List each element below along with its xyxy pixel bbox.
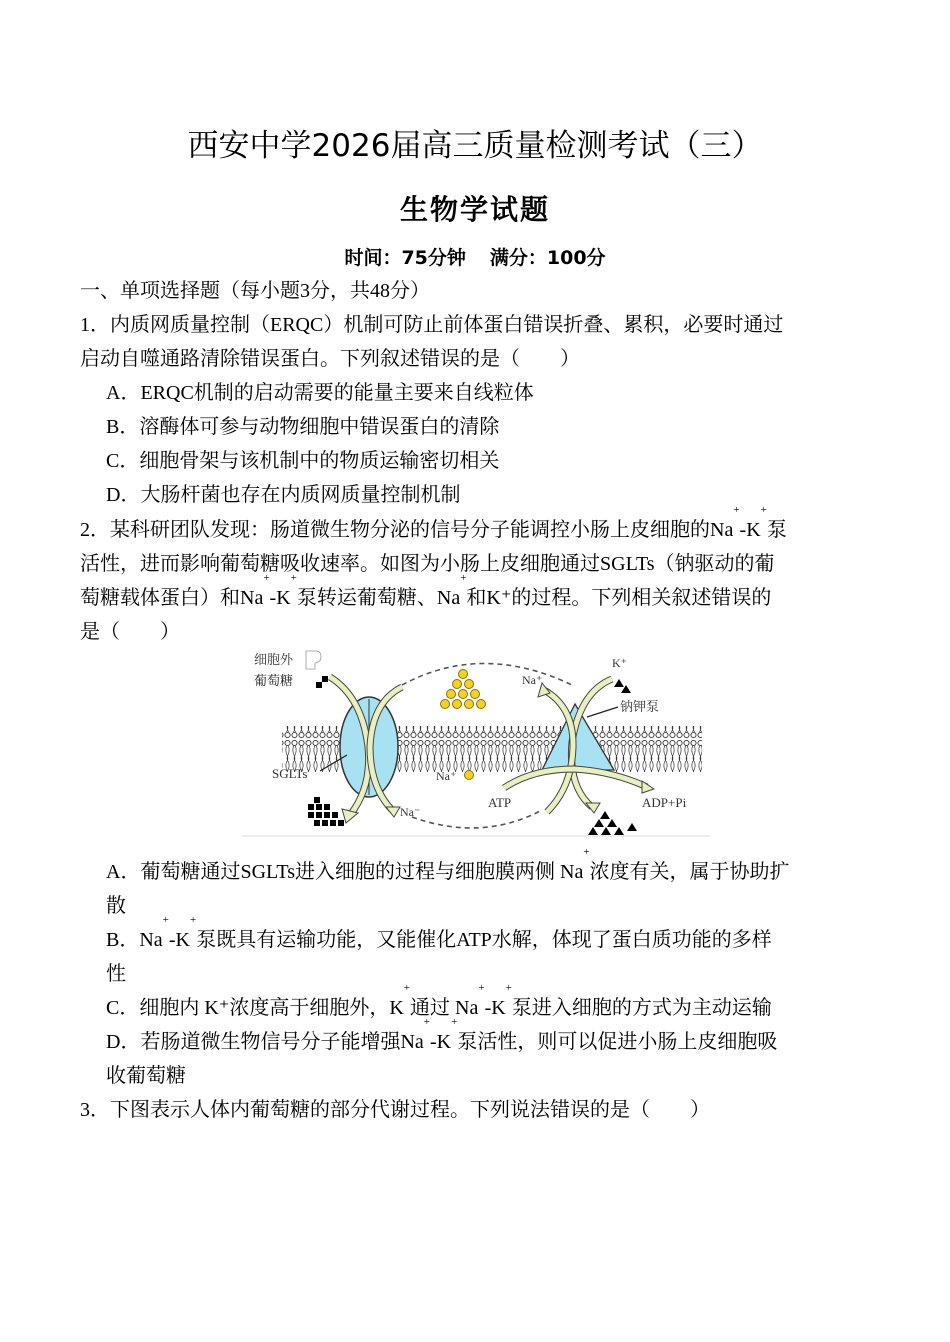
option-text: 泵进入细胞的方式为主动运输 (511, 997, 772, 1019)
option-label: C． (106, 997, 140, 1019)
ion-k: -K (269, 587, 291, 609)
q2-stem-text: 某科研团队发现：肠道微生物分泌的信号分子能调控小肠上皮细胞的 (110, 519, 710, 541)
ion-na: Na (436, 587, 461, 609)
q1-option-b (106, 410, 499, 444)
superscript: + (733, 504, 740, 516)
label-na-top: Na⁺ (522, 673, 543, 687)
option-label: B． (106, 416, 140, 438)
superscript: + (190, 914, 197, 926)
label-outside: 细胞外 (254, 653, 294, 668)
option-text: 溶酶体可参与动物细胞中错误蛋白的清除 (139, 416, 500, 438)
q1-option-c (106, 444, 499, 478)
q1-stem-line1 (80, 308, 783, 342)
q2-option-c (106, 982, 772, 1025)
label-na-in: Na⁺ (436, 769, 457, 783)
option-label: A． (106, 382, 141, 404)
superscript: + (478, 982, 485, 994)
q2-option-a-cont: 散 (106, 895, 126, 917)
q2-stem-text: 的过程。下列相关叙述错误的 (511, 587, 772, 609)
option-label: D． (106, 484, 141, 506)
q2-option-a (106, 846, 790, 889)
option-text: 泵既具有运输功能，又能催化ATP水解，体现了蛋白质功能的多样 (196, 929, 772, 951)
superscript: + (760, 504, 767, 516)
superscript: + (290, 572, 297, 584)
option-label: B． (106, 929, 140, 951)
ion-na: Na (240, 587, 264, 609)
q2-option-b (106, 914, 772, 957)
option-text: 大肠杆菌也存在内质网质量控制机制 (140, 484, 461, 506)
ion-k: -K (430, 1031, 452, 1053)
q2-number: 2． (80, 519, 110, 541)
superscript: + (451, 1016, 458, 1028)
option-label: D． (106, 1031, 141, 1053)
ion-na: Na (455, 997, 479, 1019)
exam-score: 满分：100分 (489, 247, 606, 269)
ion-k: -K (739, 519, 761, 541)
membrane-transport-figure (242, 647, 710, 837)
option-text: 浓度有关，属于协助扩 (589, 861, 790, 883)
superscript: + (403, 982, 411, 994)
q1-stem-line2: 启动自噬通路清除错误蛋白。下列叙述错误的是（ ） (80, 348, 580, 370)
q3-number: 3． (80, 1099, 110, 1121)
option-text: 细胞骨架与该机制中的物质运输密切相关 (139, 450, 500, 472)
ion-na: Na (400, 1031, 424, 1053)
q2-option-d (106, 1016, 778, 1059)
label-glucose: 葡萄糖 (254, 674, 294, 689)
option-label: A． (106, 861, 141, 883)
q1-number: 1． (80, 314, 110, 336)
q2-stem-line4: 是（ ） (80, 621, 180, 643)
ion-na: Na (710, 519, 734, 541)
exam-title: 西安中学2026届高三质量检测考试（三） (187, 128, 763, 164)
label-k: K⁺ (612, 656, 627, 670)
option-text: 泵活性，则可以促进小肠上皮细胞吸 (457, 1031, 778, 1053)
superscript: + (263, 572, 270, 584)
ion-k: -K (484, 997, 506, 1019)
q1-option-a (106, 376, 534, 410)
section-heading: 一、单项选择题（每小题3分，共48分） (80, 280, 430, 302)
option-label: C． (106, 450, 140, 472)
ion-na: Na (139, 929, 163, 951)
exam-meta (0, 243, 950, 270)
exam-time: 时间：75分钟 (344, 247, 466, 269)
label-adp: ADP+Pi (642, 795, 687, 810)
q2-stem-text: 泵转运葡萄糖、 (296, 587, 437, 609)
q2-option-d-cont: 收葡萄糖 (106, 1065, 186, 1087)
superscript: + (460, 572, 467, 584)
k-ion-cluster (588, 811, 637, 835)
q3-stem-line1 (80, 1093, 710, 1127)
option-text: 若肠道微生物信号分子能增强 (140, 1031, 401, 1053)
q2-stem-line1 (80, 504, 787, 547)
option-text: 通过 (410, 997, 456, 1019)
superscript: + (505, 982, 512, 994)
label-pump: 钠钾泵 (620, 700, 660, 715)
pump-char: 泵 (766, 519, 787, 541)
label-sglts: SGLTs (272, 766, 308, 781)
na-ion-cluster (441, 670, 486, 709)
q3-stem-text: 下图表示人体内葡萄糖的部分代谢过程。下列说法错误的是（ ） (110, 1099, 710, 1121)
q2-stem-line3 (80, 572, 772, 615)
label-atp: ATP (488, 795, 512, 810)
q1-stem-text: 内质网质量控制（ERQC）机制可防止前体蛋白错误折叠、累积，必要时通过 (110, 314, 784, 336)
q2-stem-text: 和 (466, 587, 487, 609)
superscript: + (423, 1016, 430, 1028)
subject-title: 生物学试题 (399, 193, 550, 226)
q1-option-d (106, 478, 460, 512)
label-na-bottom: Na⁻ (400, 805, 421, 819)
superscript: + (162, 914, 169, 926)
option-text: 葡萄糖通过SGLTs进入细胞的过程与细胞膜两侧 Na (140, 861, 584, 883)
option-text: 细胞内 K⁺浓度高于细胞外，K (139, 997, 404, 1019)
membrane-diagram (242, 647, 710, 837)
q2-stem-text: 萄糖载体蛋白）和 (80, 587, 240, 609)
ion-k: K⁺ (486, 587, 512, 609)
q2-option-b-cont: 性 (106, 963, 126, 985)
option-text: ERQC机制的启动需要的能量主要来自线粒体 (140, 382, 534, 404)
q2-stem-line2: 活性，进而影响葡萄糖吸收速率。如图为小肠上皮细胞通过SGLTs（钠驱动的葡 (80, 553, 775, 575)
glucose-cluster (308, 797, 344, 826)
ion-k: -K (168, 929, 190, 951)
superscript: + (583, 846, 590, 858)
